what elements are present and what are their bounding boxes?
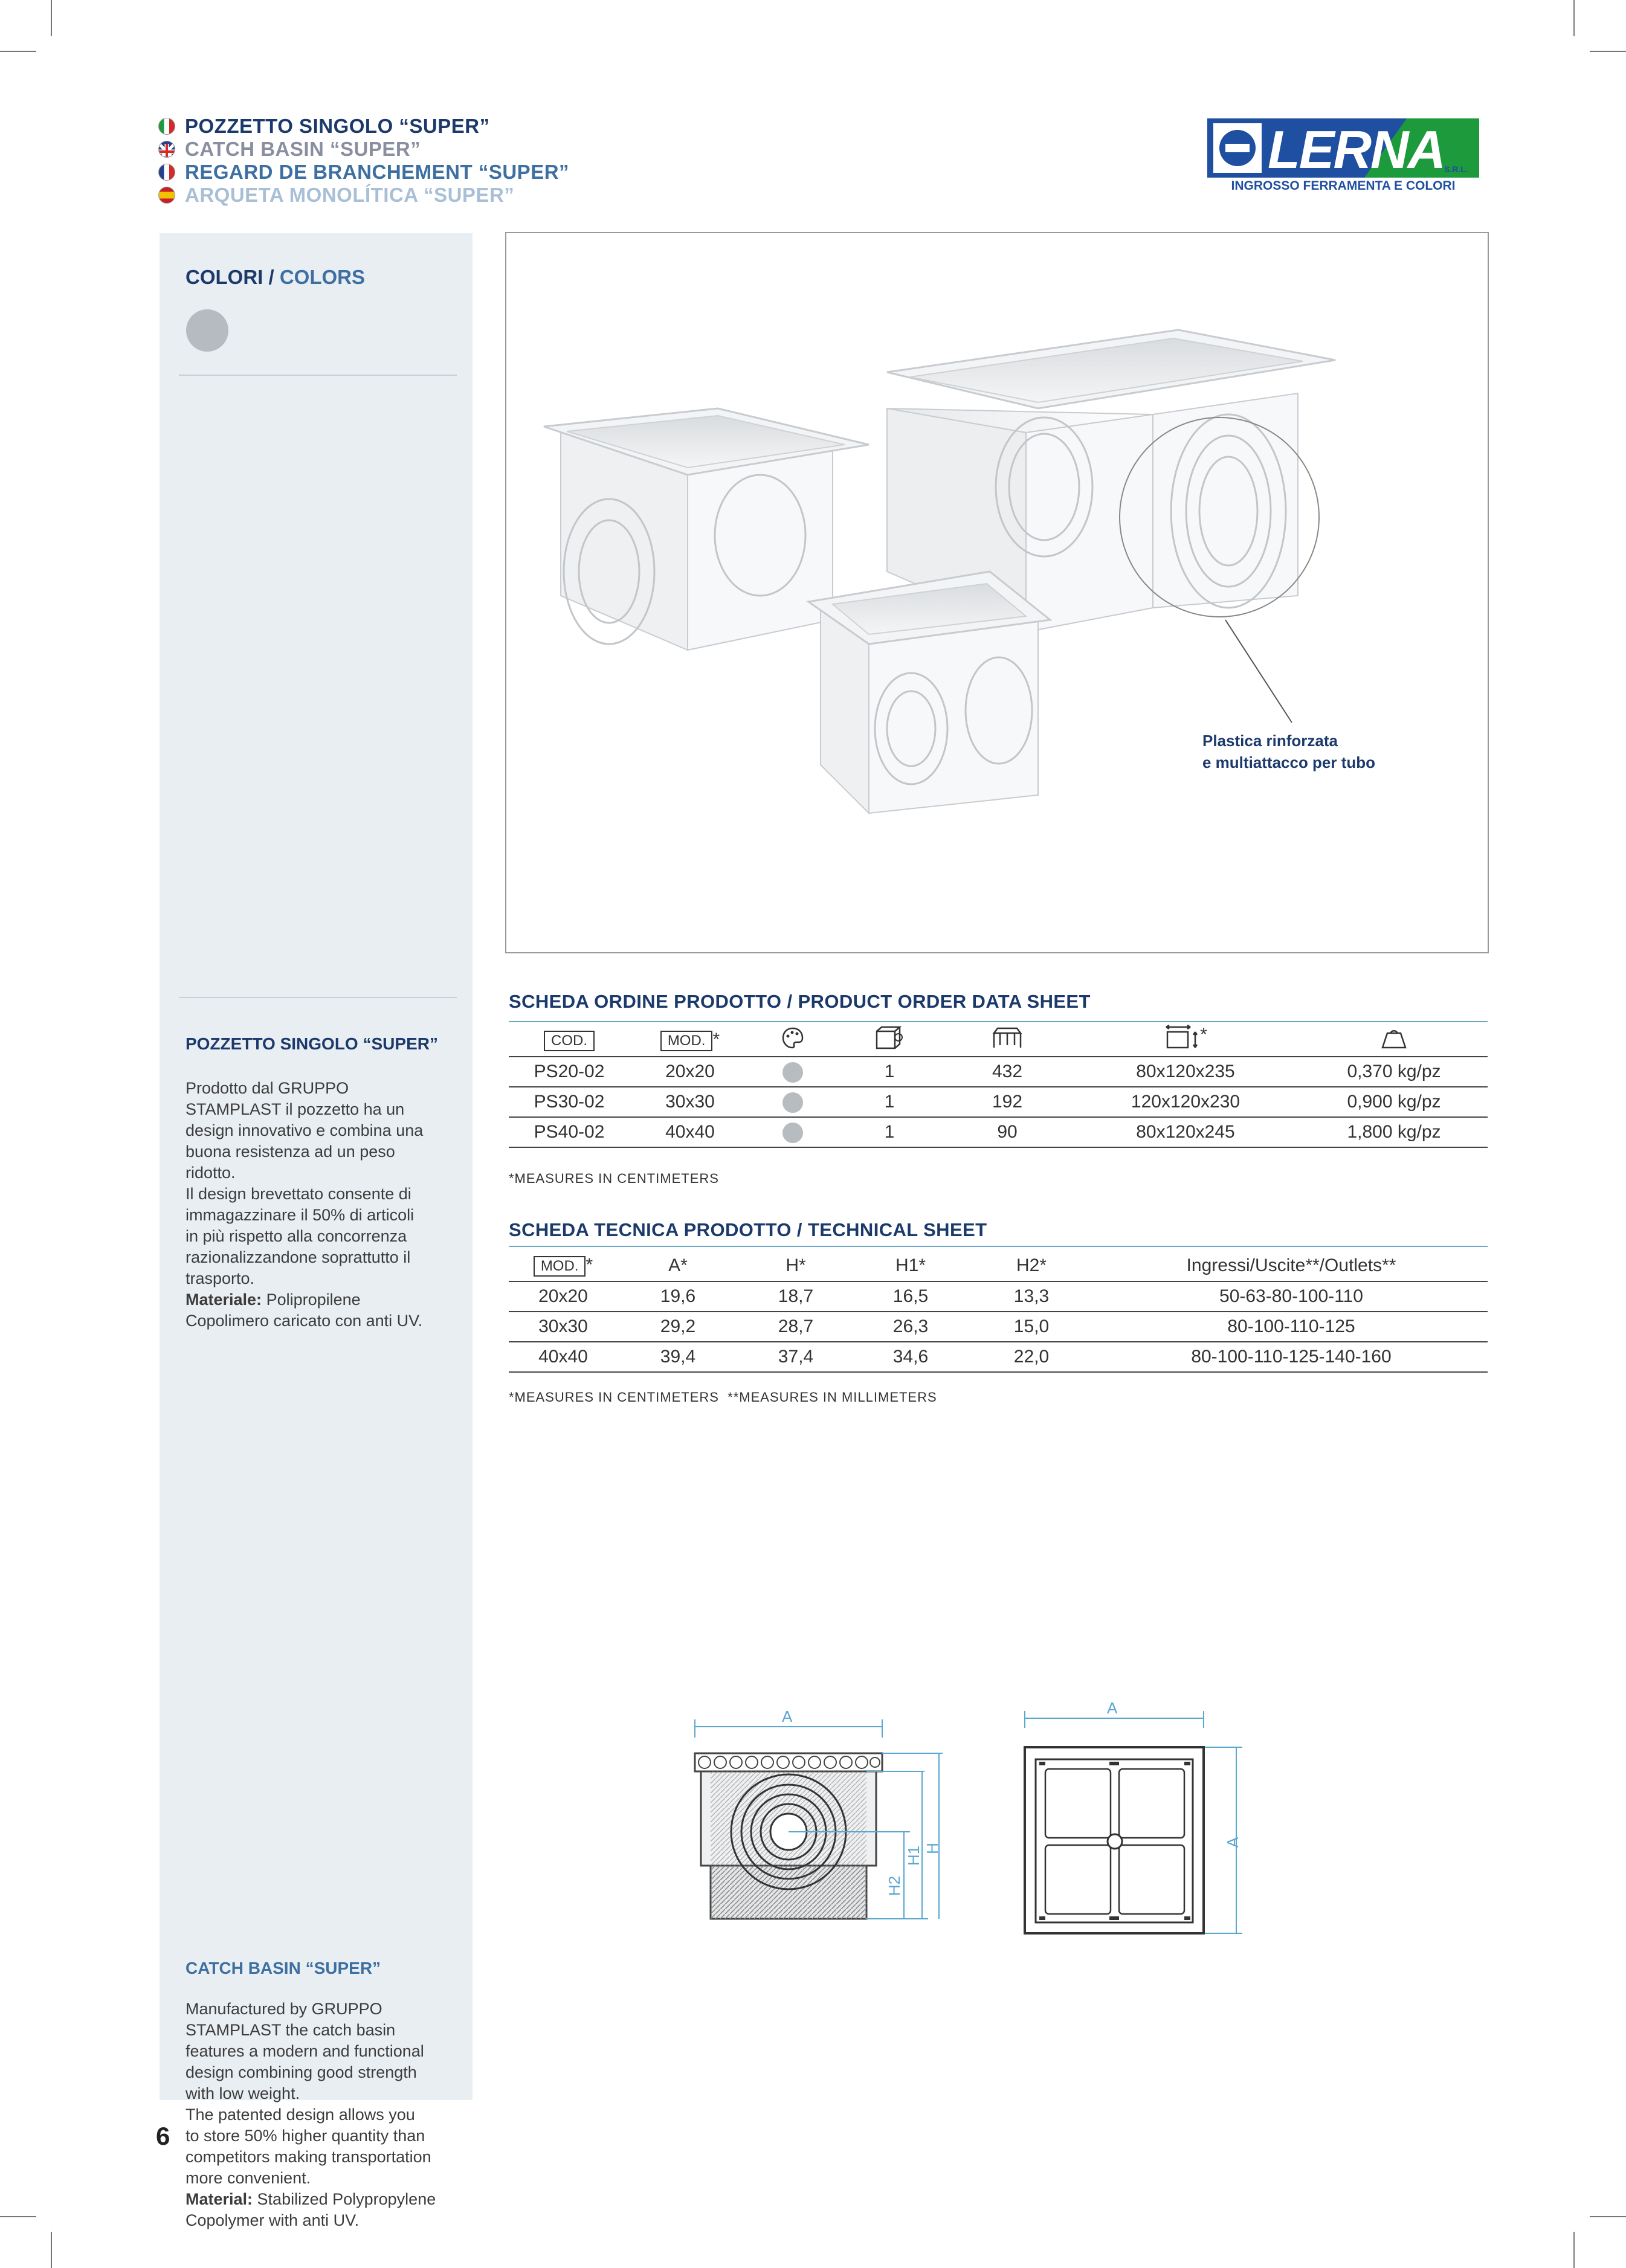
crop-mark [1590, 2216, 1626, 2217]
product-image-frame [505, 232, 1489, 953]
grey-color-dot [782, 1123, 803, 1143]
logo-srl: S.R.L. [1444, 164, 1468, 174]
cod-column-header: COD. [544, 1031, 595, 1051]
palette-icon [781, 1026, 805, 1050]
dimension-label-a-side: A [1224, 1837, 1242, 1848]
crop-mark [51, 2232, 52, 2268]
pallet-icon [990, 1026, 1024, 1050]
page-number: 6 [156, 2122, 170, 2150]
title-spanish: ARQUETA MONOLÍTICA “SUPER” [158, 184, 569, 207]
tech-sheet-note: *MEASURES IN CENTIMETERS **MEASURES IN MILLIMETERS [509, 1390, 937, 1405]
crop-mark [0, 2216, 36, 2217]
order-sheet-title-rule [509, 1021, 1488, 1022]
tech-sheet-title: SCHEDA TECNICA PRODOTTO / TECHNICAL SHEET [509, 1219, 987, 1240]
italian-material: Materiale: Polipropilene [186, 1290, 361, 1309]
order-sheet-title: SCHEDA ORDINE PRODOTTO / PRODUCT ORDER DATA SHEET [509, 991, 1091, 1012]
dimension-label-a: A [782, 1707, 793, 1725]
dimension-label-h2: H2 [885, 1875, 904, 1896]
box-package-icon [874, 1025, 905, 1051]
technical-table: MOD. * A* H* H1* H2* Ingressi/Uscite**/Outlets** 20x20 19,6 18,7 16,5 13,3 50-63-80-100-110 30x30 29,2 28,7 26,3 15,0 80-100-110-125 40x40 39,4 37,4 34,6 22,0 80-100-110-125-140-160 [509, 1251, 1488, 1373]
mod-column-header: MOD. [534, 1256, 586, 1277]
grey-color-dot [782, 1062, 803, 1083]
english-description-heading: CATCH BASIN “SUPER” [186, 1959, 381, 1977]
table-row: PS20-02 20x20 1 432 80x120x235 0,370 kg/pz [509, 1057, 1488, 1087]
crop-mark [51, 0, 52, 36]
dimensions-icon [1164, 1025, 1200, 1051]
sidebar-divider [179, 375, 457, 376]
crop-mark [1590, 51, 1626, 52]
sidebar-divider [179, 997, 457, 998]
mod-column-header: MOD. [660, 1031, 713, 1051]
colors-heading: COLORI / COLORS [186, 266, 366, 288]
italian-description-heading: POZZETTO SINGOLO “SUPER” [186, 1034, 438, 1053]
uk-flag-icon [158, 141, 175, 158]
crop-mark [0, 51, 36, 52]
side-view-drawing [686, 1701, 952, 1943]
lerna-logo [1207, 118, 1483, 197]
table-row: PS30-02 30x30 1 192 120x120x230 0,900 kg/pz [509, 1087, 1488, 1117]
callout-text: Plastica rinforzata e multiattacco per tubo [1202, 732, 1376, 772]
dimension-label-h: H [923, 1843, 941, 1854]
table-row: 40x40 39,4 37,4 34,6 22,0 80-100-110-125-140-160 [509, 1342, 1488, 1372]
color-swatch-grey [186, 309, 228, 352]
order-sheet-note: *MEASURES IN CENTIMETERS [509, 1171, 719, 1186]
table-row: PS40-02 40x40 1 90 80x120x245 1,800 kg/pz [509, 1117, 1488, 1147]
order-data-table: COD. MOD. * * PS20-02 20x20 1 432 80x120x235 0,370 kg/pz PS30-02 30x30 1 192 120x120x230 0,900 kg/pz PS40-02 40x40 1 90 80x120x245 1,800 kg/pz [509, 1025, 1488, 1148]
table-row: 30x30 29,2 28,7 26,3 15,0 80-100-110-125 [509, 1312, 1488, 1342]
weight-icon [1380, 1026, 1408, 1050]
title-french: REGARD DE BRANCHEMENT “SUPER” [158, 161, 569, 184]
table-row: 20x20 19,6 18,7 16,5 13,3 50-63-80-100-110 [509, 1281, 1488, 1312]
france-flag-icon [158, 164, 175, 181]
svg-text:LERNA: LERNA [1268, 120, 1445, 179]
logo-tagline: INGROSSO FERRAMENTA E COLORI [1231, 179, 1456, 193]
grey-color-dot [782, 1092, 803, 1113]
catch-basin-illustration [506, 233, 1488, 952]
crop-mark [1573, 0, 1575, 36]
english-material: Material: Stabilized Polypropylene [186, 2190, 436, 2208]
italy-flag-icon [158, 118, 175, 135]
spain-flag-icon [158, 187, 175, 204]
title-italian: POZZETTO SINGOLO “SUPER” [158, 115, 569, 138]
top-view-drawing [1015, 1701, 1257, 1943]
sidebar [160, 233, 473, 2229]
italian-description: Prodotto dal GRUPPO STAMPLAST il pozzetto ha un design innovativo e combina una buona resistenza ad un peso ridotto. Il design brevettato consente di immagazzinare il 50% di articoli in più rispetto alla concorrenza razionalizzandone soprattutto il trasporto. Materiale: Polipropilene Copolimero caricato con anti UV. [186, 1078, 463, 1332]
english-description: Manufactured by GRUPPO STAMPLAST the catch basin features a modern and functional design combining good strength with low weight. The patented design allows you to store 50% higher quantity than competitors making transportation more convenient. Material: Stabilized Polypropylene Copolymer with anti UV. [186, 1999, 463, 2231]
dimension-label-h1: H1 [905, 1845, 923, 1866]
tech-sheet-title-rule [509, 1246, 1488, 1247]
crop-mark [1573, 2232, 1575, 2268]
dimension-label-a-top: A [1107, 1699, 1118, 1717]
product-titles [158, 115, 569, 207]
title-english: CATCH BASIN “SUPER” [158, 138, 569, 161]
